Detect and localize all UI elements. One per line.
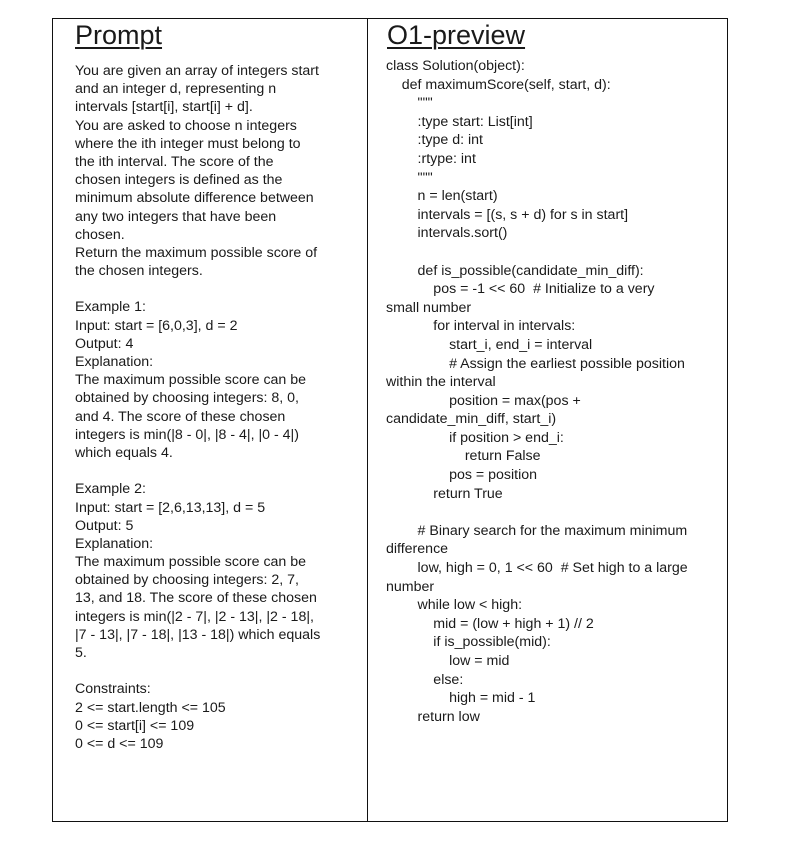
code-line: return True [386,485,503,502]
prompt-line [75,280,360,298]
prompt-line: Explanation: [75,354,154,370]
model-heading: O1-preview [387,20,526,50]
code-line: return False [386,448,541,465]
code-line: low, high = 0, 1 << 60 # Set high to a large [386,560,688,577]
code-line: intervals = [(s, s + d) for s in start] [386,206,629,223]
prompt-line: You are given an array of integers start [75,63,319,79]
prompt-line: which equals 4. [75,444,173,461]
code-line: high = mid - 1 [386,690,536,707]
code-line: if is_possible(mid): [386,634,551,651]
prompt-line: 5. [75,645,87,661]
code-line: candidate_min_diff, start_i) [386,411,557,428]
prompt-line [75,462,360,480]
prompt-line: integers is min(|2 - 7|, |2 - 13|, |2 - 18|, [75,608,314,625]
prompt-line: obtained by choosing integers: 2, 7, [75,572,300,589]
prompt-line: and an integer d, representing n [75,81,277,98]
prompt-line: 0 <= start[i] <= 109 [75,717,195,734]
prompt-line: Output: 5 [75,517,134,534]
code-line: small number [386,299,472,316]
code-line: :rtype: int [386,150,476,167]
prompt-line: obtained by choosing integers: 8, 0, [75,390,300,407]
prompt-line: Example 1: [75,299,146,316]
prompt-text [75,62,360,753]
code-line: start_i, end_i = interval [386,336,593,353]
prompt-line: Output: 4 [75,335,134,352]
code-line: position = max(pos + [386,392,581,409]
prompt-line: any two integers that have been [75,208,277,225]
prompt-line: and 4. The score of these chosen [75,408,286,425]
code-line: # Assign the earliest possible position [386,355,685,372]
code-line: mid = (low + high + 1) // 2 [386,615,594,632]
prompt-line: |7 - 13|, |7 - 18|, |13 - 18|) which equals [75,626,321,643]
code-line: """ [386,95,433,112]
code-line: def is_possible(candidate_min_diff): [386,262,644,279]
code-line: low = mid [386,653,510,669]
code-line: number [386,578,435,595]
code-block [386,57,724,726]
column-divider [367,18,368,822]
code-line: intervals.sort() [386,225,508,242]
code-line: """ [386,169,433,186]
prompt-line: 2 <= start.length <= 105 [75,699,226,716]
prompt-line: where the ith integer must belong to [75,135,301,152]
code-line: # Binary search for the maximum minimum [386,522,688,539]
prompt-line: Input: start = [6,0,3], d = 2 [75,317,238,334]
prompt-line: The maximum possible score can be [75,372,307,389]
code-line [386,243,724,262]
code-line: class Solution(object): [386,58,525,74]
prompt-line: Return the maximum possible score of [75,244,318,261]
prompt-line: Constraints: [75,681,151,698]
code-line: difference [386,541,449,558]
prompt-line: The maximum possible score can be [75,554,307,571]
prompt-line: 13, and 18. The score of these chosen [75,590,317,607]
prompt-line: Example 2: [75,481,146,498]
code-line: :type start: List[int] [386,113,533,130]
prompt-line: You are asked to choose n integers [75,117,297,134]
code-line: pos = -1 << 60 # Initialize to a very [386,281,655,298]
code-line: :type d: int [386,132,483,149]
code-line: pos = position [386,467,538,484]
prompt-heading: Prompt [75,20,163,50]
prompt-line: integers is min(|8 - 0|, |8 - 4|, |0 - 4|) [75,426,299,443]
prompt-line: Explanation: [75,535,154,552]
prompt-line: Input: start = [2,6,13,13], d = 5 [75,499,266,516]
prompt-line: chosen. [75,226,125,243]
code-line: def maximumScore(self, start, d): [386,76,611,93]
code-line: n = len(start) [386,188,498,205]
code-line: while low < high: [386,597,523,614]
prompt-line: 0 <= d <= 109 [75,735,164,752]
prompt-line: the chosen integers. [75,263,203,280]
code-line: within the interval [386,374,496,391]
code-line: return low [386,708,480,725]
prompt-line: minimum absolute difference between [75,190,314,207]
prompt-line: intervals [start[i], start[i] + d]. [75,99,253,116]
code-line: if position > end_i: [386,429,564,446]
code-line: else: [386,671,464,688]
code-line [386,503,724,522]
prompt-line [75,662,360,680]
prompt-line: chosen integers is defined as the [75,172,283,189]
prompt-line: the ith interval. The score of the [75,153,274,170]
code-line: for interval in intervals: [386,318,576,335]
